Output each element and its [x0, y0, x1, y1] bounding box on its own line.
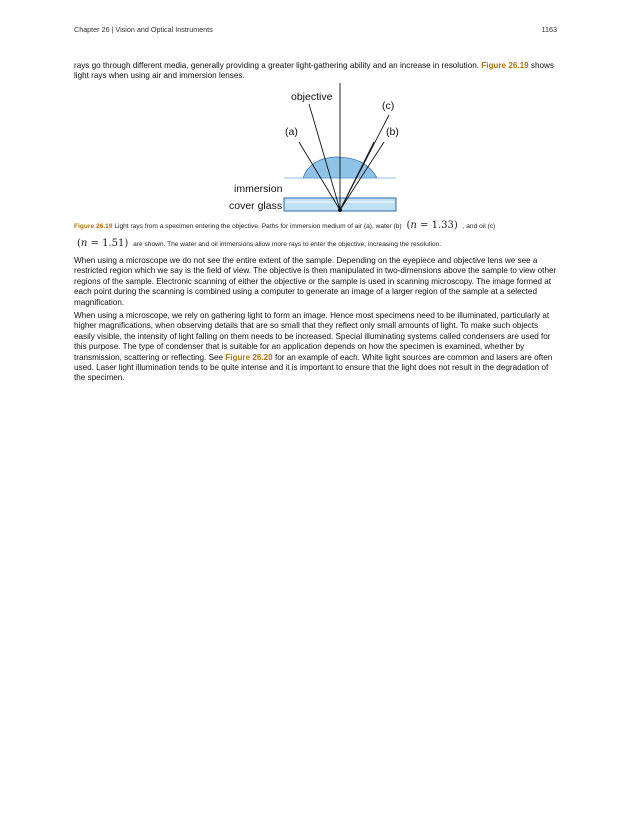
math-oil-n: n: [80, 238, 88, 249]
figure-26-20-link[interactable]: Figure 26.20: [225, 352, 273, 362]
math-oil-index: (n = 1.51): [77, 238, 129, 249]
chapter-title: Chapter 26 | Vision and Optical Instruments: [74, 25, 213, 34]
label-cover-glass: cover glass: [229, 200, 283, 212]
caption-text-1: Light rays from a specimen entering the objective. Paths for immersion medium of air (a), water (b): [112, 223, 404, 230]
page-number: 1163: [541, 25, 557, 34]
label-b: (b): [386, 126, 399, 138]
math-water-index: (n = 1.33): [406, 220, 458, 231]
figure-26-19-link[interactable]: Figure 26.19: [481, 61, 529, 70]
figure-26-19: [74, 80, 558, 220]
label-objective: objective: [291, 91, 333, 103]
figure-caption: [74, 217, 558, 253]
para2-text-after: for an example of each. White light sources are common and lasers are often used. Laser light illumination tends to be quite intense and it is important to ensure that the light does not result in the degradation of the specimen.: [74, 352, 553, 383]
caption-figure-label: Figure 26.19: [74, 223, 113, 230]
light-rays-diagram: [74, 80, 558, 220]
label-c: (c): [382, 100, 395, 112]
math-water-n: n: [410, 220, 417, 231]
intro-text-before: rays go through different media, generally providing a greater light-gathering ability and an increase in resolution.: [74, 61, 482, 70]
para2-text-before: When using a microscope, we rely on gathering light to form an image. Hence most specimens need to be illuminated, particularly at higher magnifications, when observing details that are so small that they reflect only small amounts of light. To make such objects easily visible, the intensity of light falling on them needs to be increased. Special illuminating systems called condensers are used for this purpose. The type of condenser that is suitable for an application depends on how the specimen is examined, whether by transmission, scattering or reflecting. See: [74, 311, 551, 362]
label-immersion: immersion: [234, 183, 283, 195]
label-a: (a): [285, 126, 298, 138]
specimen-point: [338, 208, 342, 212]
paragraph-illumination: [74, 311, 558, 384]
caption-text-2: , and oil (c): [460, 223, 496, 230]
paragraph-field-of-view: When using a microscope we do not see the entire extent of the sample. Depending on the eyepiece and objective lens we see a restricted region which we say is the field of view. The objective is then manipulated in two-dimensions above the sample to view other regions of the sample. Electronic scanning of either the objective or the sample is used in scanning microscopy. The image formed at each point during the scanning is combined using a computer to generate an image of a larger region of the sample at a selected magnification.: [74, 256, 557, 307]
math-water-value: = 1.33: [416, 220, 454, 231]
math-oil-value: = 1.51: [87, 238, 125, 249]
caption-text-3: are shown. The water and oil immersions allow more rays to enter the objective, increasing the resolution.: [131, 241, 442, 248]
intro-paragraph: [74, 61, 558, 82]
page-header: [74, 25, 557, 34]
intro-text-after: shows light rays when using air and immersion lenses.: [74, 61, 554, 81]
